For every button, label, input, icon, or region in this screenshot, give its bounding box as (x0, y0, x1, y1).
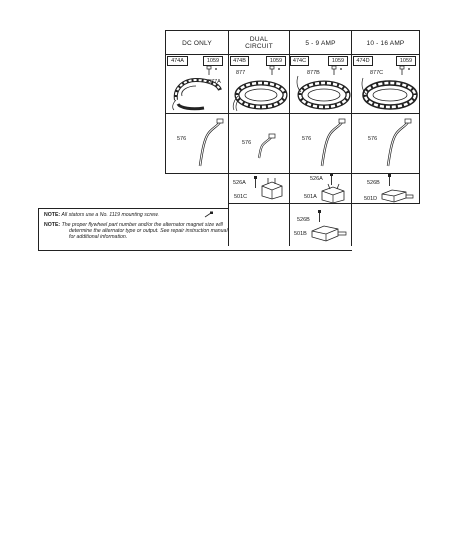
note-2-line1: The proper flywheel part number and/or the alternator magnet size will (61, 222, 223, 228)
screw-icon (204, 211, 214, 219)
note-2-line2: determine the alternator type or output. See repair instruction manual (69, 228, 228, 235)
part-501b: 501B (294, 231, 307, 237)
part-576-c3: 576 (302, 136, 312, 142)
tag-1059-c4: 1059 (396, 56, 416, 66)
regulator-icon (380, 186, 416, 204)
part-501a: 501A (304, 194, 317, 200)
part-877a: 877A (208, 79, 221, 85)
tag-474b: 474B (230, 56, 249, 66)
part-501d: 501D (364, 196, 378, 202)
tag-474a: 474A (167, 56, 188, 66)
header-dual-line1: DUAL (249, 36, 269, 43)
part-877: 877 (236, 70, 246, 76)
part-877c: 877C (370, 70, 384, 76)
header-10-16-amp: 10 - 16 AMP (366, 40, 405, 47)
part-501c: 501C (234, 194, 248, 200)
part-576-c4: 576 (368, 136, 378, 142)
header-dual-circuit (229, 36, 289, 50)
part-526a-c2: 526A (233, 180, 246, 186)
regulator-icon (308, 222, 350, 244)
note-2-line3: for additional information. (69, 234, 128, 241)
part-526b-c4: 526B (367, 180, 380, 186)
lead-wire-icon (314, 118, 348, 170)
header-dc-only: DC ONLY (182, 40, 212, 47)
note-1-label: NOTE: (44, 212, 61, 218)
note-1-text: All stators use a No. 1119 mounting screw. (61, 212, 159, 218)
tag-1059-c3: 1059 (328, 56, 348, 66)
header-dual-line2: CIRCUIT (245, 43, 273, 50)
lead-wire-icon (190, 118, 226, 170)
stator-ring-icon (354, 74, 418, 112)
tag-1059-c2: 1059 (266, 56, 286, 66)
regulator-icon (258, 178, 286, 200)
stator-partial-icon (170, 70, 228, 112)
tag-474c: 474C (290, 56, 309, 66)
part-526a-c3: 526A (310, 176, 323, 182)
part-877b: 877B (307, 70, 320, 76)
lead-wire-icon (380, 118, 414, 170)
part-576-c2: 576 (242, 140, 252, 146)
header-5-9-amp: 5 - 9 AMP (305, 40, 336, 47)
part-576-c1: 576 (177, 136, 187, 142)
lead-wire-icon (254, 134, 276, 160)
stator-ring-icon (230, 74, 288, 112)
note-2 (44, 222, 294, 241)
regulator-icon (318, 184, 348, 204)
stator-ring-icon (292, 74, 350, 112)
note-1 (44, 212, 224, 218)
tag-1059-c1: 1059 (203, 56, 223, 66)
note-2-label: NOTE: (44, 222, 61, 228)
tag-474d: 474D (353, 56, 373, 66)
part-526b-c3: 526B (297, 217, 310, 223)
